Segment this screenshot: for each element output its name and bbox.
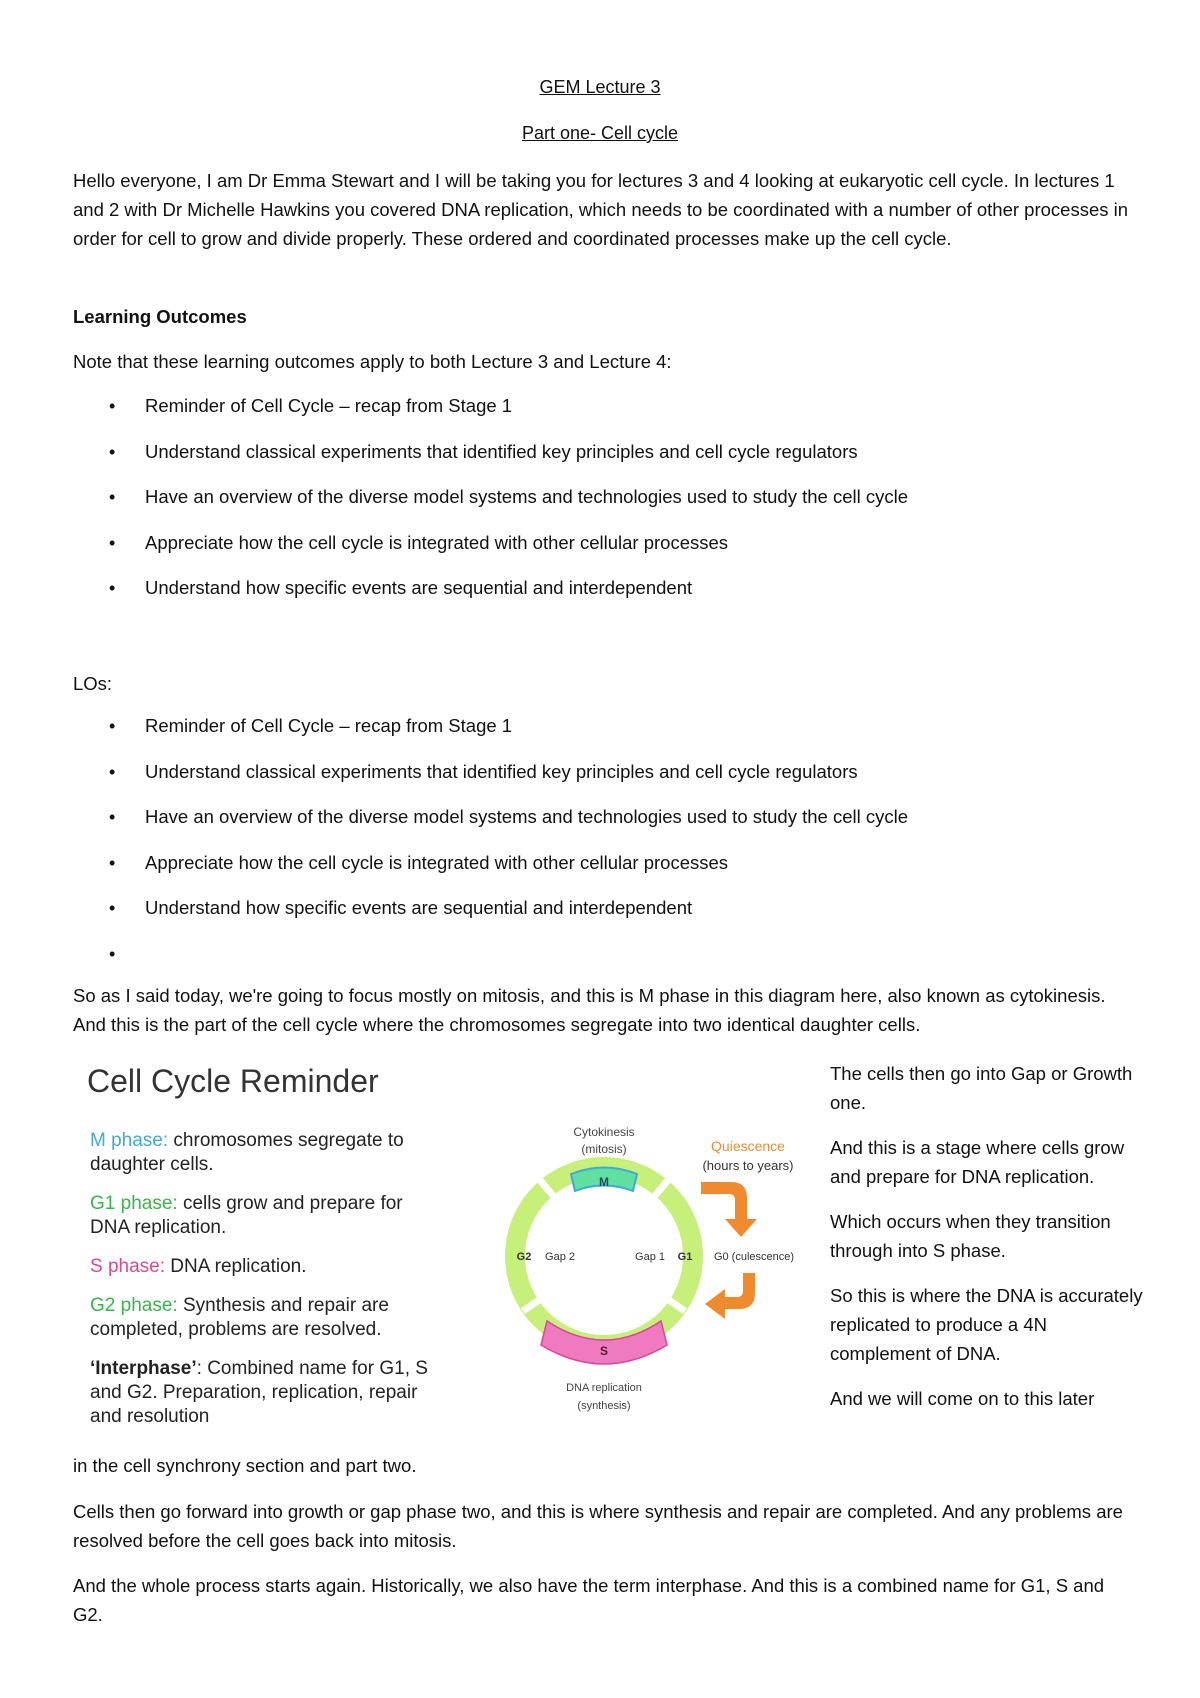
list-item: • Understand how specific events are sequential and interdependent — [73, 895, 1133, 941]
g1-label: G1 — [677, 1251, 693, 1263]
gap2-label: Gap 2 — [545, 1251, 575, 1263]
learning-outcomes-note: Note that these learning outcomes apply to both Lecture 3 and Lecture 4: — [73, 351, 672, 372]
los-label: LOs: — [73, 673, 113, 694]
side-notes — [830, 1059, 1150, 1429]
g2-phase-line: G2 phase: Synthesis and repair are completed, problems are resolved. — [90, 1295, 389, 1340]
bullet-icon: • — [109, 578, 116, 598]
bullet-icon: • — [109, 807, 116, 827]
document-subtitle: Part one- Cell cycle — [521, 123, 679, 143]
list-item: • Have an overview of the diverse model systems and technologies used to study the cell cycle — [73, 804, 1133, 850]
cell-cycle-diagram — [463, 1053, 823, 1449]
list-item: • Reminder of Cell Cycle – recap from Stage 1 — [73, 713, 1133, 759]
bullet-icon: • — [109, 716, 116, 736]
cell-cycle-figure — [73, 1053, 813, 1449]
figure-phase-descriptions — [90, 1129, 440, 1444]
bullet-icon: • — [109, 761, 116, 782]
bullet-icon: • — [109, 441, 116, 462]
g0-label: G0 (culescence) — [713, 1251, 795, 1263]
bullet-icon: • — [109, 487, 116, 507]
side-paragraph: So this is where the DNA is accurately replicated to produce a 4N complement of DNA. — [830, 1285, 1143, 1364]
bullet-icon: • — [109, 532, 116, 553]
list-item: • Appreciate how the cell cycle is integrated with other cellular processes — [73, 530, 1133, 576]
mitosis-label: (mitosis) — [581, 1142, 627, 1156]
g1-phase-line: G1 phase: cells grow and prepare for DNA replication. — [90, 1193, 403, 1238]
bullet-icon: • — [109, 396, 116, 416]
gap1-label: Gap 1 — [635, 1251, 665, 1263]
m-label: M — [599, 1175, 609, 1189]
intro-paragraph: Hello everyone, I am Dr Emma Stewart and I will be taking you for lectures 3 and 4 looking at eukaryotic cell cycle. In lectures 1 and 2 with Dr Michelle Hawkins you covered DNA replication, which needs to be coordinated with a number of other processes in order for cell to grow and divide properly. These ordered and coordinated processes make up the cell cycle. — [73, 170, 1129, 249]
cytokinesis-label: Cytokinesis — [573, 1125, 635, 1139]
g2-label: G2 — [516, 1251, 532, 1263]
side-paragraph: Which occurs when they transition through into S phase. — [830, 1211, 1111, 1261]
list-item: • Understand classical experiments that identified key principles and cell cycle regulators — [73, 759, 1133, 805]
quiescence-out-arrow-icon — [705, 1273, 755, 1319]
list-item — [73, 941, 1133, 987]
quiescence-in-arrow-icon — [701, 1182, 757, 1237]
list-item: • Appreciate how the cell cycle is integrated with other cellular processes — [73, 850, 1133, 896]
s-label: S — [599, 1344, 609, 1358]
document-title: GEM Lecture 3 — [539, 77, 661, 97]
learning-outcomes-list — [73, 393, 1133, 621]
interphase-line: ‘Interphase’: Combined name for G1, S and G2. Preparation, replication, repair and resolution — [90, 1358, 428, 1427]
bullet-icon: • — [109, 943, 116, 964]
synthesis-label: (synthesis) — [577, 1400, 631, 1412]
side-paragraph: The cells then go into Gap or Growth one. — [830, 1063, 1133, 1113]
los-list — [73, 713, 1133, 986]
list-item: • Understand classical experiments that identified key principles and cell cycle regulators — [73, 439, 1133, 485]
bullet-icon: • — [109, 898, 116, 918]
list-item: • Reminder of Cell Cycle – recap from Stage 1 — [73, 393, 1133, 439]
g2-paragraph: Cells then go forward into growth or gap phase two, and this is where synthesis and repair are completed. And any problems are resolved before the cell goes back into mitosis. — [73, 1501, 1123, 1551]
m-phase-line: M phase: chromosomes segregate to daughter cells. — [90, 1130, 404, 1175]
after-figure-paragraph: in the cell synchrony section and part two. — [73, 1455, 417, 1476]
dna-replication-label: DNA replication — [566, 1382, 642, 1394]
learning-outcomes-heading: Learning Outcomes — [73, 306, 247, 327]
side-paragraph: And this is a stage where cells grow and prepare for DNA replication. — [830, 1137, 1125, 1187]
interphase-paragraph: And the whole process starts again. Historically, we also have the term interphase. And this is a combined name for G1, S and G2. — [73, 1575, 1105, 1625]
list-item: • Have an overview of the diverse model systems and technologies used to study the cell cycle — [73, 484, 1133, 530]
bullet-icon: • — [109, 852, 116, 873]
figure-title: Cell Cycle Reminder — [87, 1063, 379, 1099]
s-phase-line: S phase: DNA replication. — [90, 1256, 307, 1277]
quiescence-sub-label: (hours to years) — [702, 1158, 794, 1173]
side-paragraph: And we will come on to this later — [830, 1388, 1095, 1409]
list-item: • Understand how specific events are sequential and interdependent — [73, 575, 1133, 621]
quiescence-label: Quiescence — [711, 1138, 785, 1154]
mitosis-paragraph: So as I said today, we're going to focus mostly on mitosis, and this is M phase in this diagram here, also known as cytokinesis. And this is the part of the cell cycle where the chromosomes segregate into two identical daughter cells. — [73, 985, 1106, 1035]
